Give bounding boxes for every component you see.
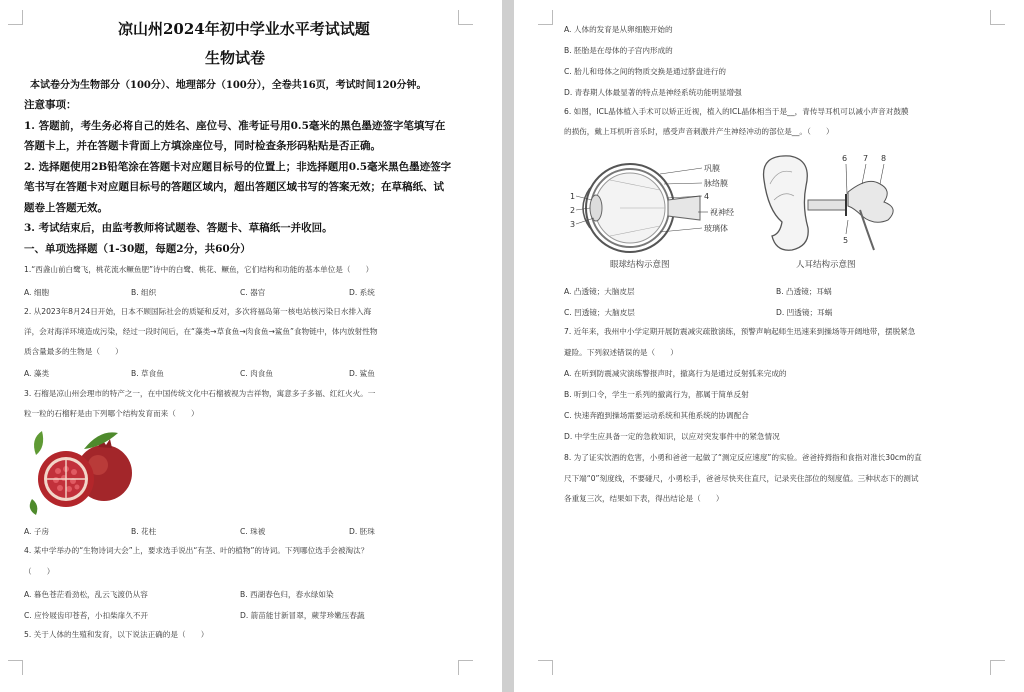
note-line: 题卷上答题无效。 bbox=[24, 202, 108, 214]
option: D. 凹透镜；耳蜗 bbox=[776, 308, 833, 317]
option: A. 在听到防震减灾演练警报声时，撤离行为是通过反射弧来完成的 bbox=[564, 369, 787, 378]
note-line: 3. 考试结束后，由监考教师将试题卷、答题卡、草稿纸一并收回。 bbox=[24, 222, 333, 234]
option: A. 子房 bbox=[24, 527, 50, 536]
option: A. 凸透镜；大脑皮层 bbox=[564, 287, 635, 296]
eyeball-structure bbox=[583, 164, 700, 252]
page-gutter bbox=[502, 0, 514, 692]
crop-mark bbox=[8, 10, 23, 25]
question-text: 4. 某中学举办的“生物诗词大会”上，要求选手说出“有茎、叶的植物”的诗词。下列哪位选手会被淘汰？ bbox=[24, 546, 369, 555]
exam-intro: 本试卷分为生物部分（100分）、地理部分（100分），全卷共16页，考试时间120分钟。 bbox=[30, 80, 427, 91]
option: A. 藻类 bbox=[24, 369, 50, 378]
note-line: 1. 答题前，考生务必将自己的姓名、座位号、准考证号用0.5毫米的黑色墨迹签字笔填写在 bbox=[24, 120, 446, 132]
crop-mark bbox=[8, 660, 23, 675]
question-text: 8. 为了证实饮酒的危害，小勇和爸爸一起做了“测定反应速度”的实验。爸爸持拇指和食指对准长30cm的直 bbox=[564, 453, 922, 462]
question-text: （ ） bbox=[24, 567, 55, 576]
option: D. 中学生应具备一定的急救知识，以应对突发事件中的紧急情况 bbox=[564, 432, 780, 441]
crop-mark bbox=[538, 10, 553, 25]
note-line: 2. 选择题使用2B铅笔涂在答题卡对应题目标号的位置上；非选择题用0.5毫米黑色墨迹签字 bbox=[24, 161, 452, 173]
note-line: 答题卡上，并在答题卡背面上方填涂座位号，同时检查条形码粘贴是否正确。 bbox=[24, 140, 381, 152]
question-text: 5. 关于人体的生殖和发育，以下说法正确的是（ ） bbox=[24, 630, 209, 639]
option: C. 应怜屐齿印苍苔，小扣柴扉久不开 bbox=[24, 611, 149, 620]
question-text: 避险。下列叙述错误的是（ ） bbox=[564, 348, 678, 357]
option: D. 系统 bbox=[349, 288, 375, 297]
option: B. 组织 bbox=[131, 288, 157, 297]
question-text: 各重复三次，结果如下表，得出结论是（ ） bbox=[564, 494, 724, 503]
option: D. 青春期人体最显著的特点是神经系统功能明显增强 bbox=[564, 88, 742, 97]
crop-mark bbox=[538, 660, 553, 675]
crop-mark bbox=[990, 660, 1005, 675]
eye-label: 视神经 bbox=[710, 208, 734, 217]
exam-subtitle: 生物试卷 bbox=[205, 49, 266, 67]
option: D. 箭苗能甘新冒翠，蕨芽珍嫩压春蔬 bbox=[240, 611, 365, 620]
exam-title: 凉山州2024年初中学业水平考试试题 bbox=[118, 20, 370, 38]
option: B. 凸透镜；耳蜗 bbox=[776, 287, 832, 296]
crop-mark bbox=[458, 10, 473, 25]
eye-caption: 眼球结构示意图 bbox=[610, 260, 670, 270]
option: B. 听到口令，学生一系列的撤离行为，都属于简单反射 bbox=[564, 390, 749, 399]
ear-number: 6 bbox=[842, 154, 848, 163]
crop-mark bbox=[990, 10, 1005, 25]
ear-structure bbox=[764, 156, 894, 250]
ear-diagram bbox=[750, 150, 910, 275]
question-text: 尺下端“0”刻度线，不要碰尺，小勇松手，爸爸尽快夹住直尺，记录夹住部位的刻度值。三种状态下的测试 bbox=[564, 474, 919, 483]
option: C. 珠被 bbox=[240, 527, 266, 536]
option: D. 鲨鱼 bbox=[349, 369, 375, 378]
crop-mark bbox=[458, 660, 473, 675]
option: C. 器官 bbox=[240, 288, 266, 297]
eye-label: 脉络膜 bbox=[704, 179, 728, 188]
question-text: 粒一粒的石榴籽是由下列哪个结构发育而来（ ） bbox=[24, 409, 199, 418]
document-page-left bbox=[0, 0, 502, 692]
eye-number: 2 bbox=[570, 206, 576, 215]
option: B. 胚胎是在母体的子宫内形成的 bbox=[564, 46, 673, 55]
option: C. 快速奔跑到操场需要运动系统和其他系统的协调配合 bbox=[564, 411, 749, 420]
eye-number: 1 bbox=[570, 192, 576, 201]
question-text: 2. 从2023年8月24日开始，日本不顾国际社会的质疑和反对，多次将福岛第一核电站核污染日水排入海 bbox=[24, 307, 372, 316]
ear-caption: 人耳结构示意图 bbox=[796, 260, 856, 270]
option: C. 肉食鱼 bbox=[240, 369, 273, 378]
question-text: 质含量最多的生物是（ ） bbox=[24, 347, 123, 356]
option: D. 胚珠 bbox=[349, 527, 375, 536]
eye-label: 玻璃体 bbox=[704, 224, 728, 233]
question-text: 3. 石榴是凉山州会理市的特产之一，在中国传统文化中石榴被视为吉祥物，寓意多子多福、红红火火。一 bbox=[24, 389, 376, 398]
question-text: 的损伤，戴上耳机听音乐时，感受声音刺激并产生神经冲动的部位是__。（ ） bbox=[564, 127, 834, 136]
note-line: 笔书写在答题卡对应题目标号的答题区域内，超出答题区域书写的答案无效；在草稿纸、试 bbox=[24, 181, 444, 193]
pomegranate-image bbox=[26, 425, 138, 517]
eye-diagram bbox=[570, 150, 750, 275]
option: C. 凹透镜；大脑皮层 bbox=[564, 308, 635, 317]
option: A. 细胞 bbox=[24, 288, 50, 297]
eye-label: 4 bbox=[704, 192, 710, 201]
option: A. 暮色苍茫看劲松，乱云飞渡仍从容 bbox=[24, 590, 148, 599]
ear-number: 7 bbox=[863, 154, 869, 163]
eye-number: 3 bbox=[570, 220, 576, 229]
question-text: 1.“西盏山前白鹭飞，桃花流水鳜鱼肥”诗中的白鹭、桃花、鳜鱼，它们结构和功能的基本单位是（ ） bbox=[24, 265, 374, 274]
question-text: 6. 如图，ICL晶体植入手术可以矫正近视，植入的ICL晶体相当于是__，青传导耳机可以减小声音对鼓膜 bbox=[564, 107, 909, 116]
question-text: 洋，会对海洋环境造成污染，经过一段时间后，在“藻类→草食鱼→肉食鱼→鲨鱼”食物链中，体内放射性物 bbox=[24, 327, 378, 336]
option: C. 胎儿和母体之间的物质交换是通过脐盘进行的 bbox=[564, 67, 727, 76]
ear-number: 5 bbox=[843, 236, 849, 245]
question-text: 7. 近年来，我州中小学定期开展防震减灾疏散演练，预警声响起师生迅速来到操场等开阔地带，摆脱紧急 bbox=[564, 327, 916, 336]
option: B. 花柱 bbox=[131, 527, 157, 536]
section-heading: 一、单项选择题（1-30题，每题2分，共60分） bbox=[24, 243, 251, 255]
eye-label: 巩膜 bbox=[704, 164, 720, 173]
notice-heading: 注意事项： bbox=[24, 99, 77, 111]
pomegranate-half bbox=[38, 451, 94, 507]
ear-number: 8 bbox=[881, 154, 887, 163]
option: B. 草食鱼 bbox=[131, 369, 164, 378]
option: A. 人体的发育是从卵细胞开始的 bbox=[564, 25, 673, 34]
option: B. 西湖春色归，春水绿如染 bbox=[240, 590, 334, 599]
document-page-right bbox=[514, 0, 1024, 692]
